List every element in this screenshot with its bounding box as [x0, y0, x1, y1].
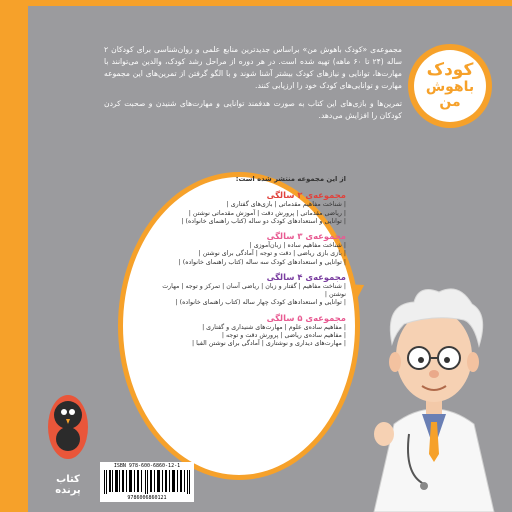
- set-2-years: [146, 191, 346, 226]
- set-item-line: | مفاهیم ساده‌ی ریاضی | پرورش دقت و توجه |: [221, 332, 346, 340]
- intro-text: [104, 44, 402, 128]
- set-title: مجموعه‌ی ۵ سالگی: [266, 312, 346, 323]
- set-item-line: | ریاضی مقدماتی | پرورش دقت | آموزش مقدماتی نوشتن |: [188, 209, 346, 217]
- intro-paragraph-2: تمرین‌ها و بازی‌های این کتاب به صورت هدفمند توانایی و مهارت‌های شنیدن و صحبت کردن کودکان را افزایش می‌دهد.: [104, 99, 402, 120]
- orange-side-band: [0, 0, 28, 512]
- doctor-illustration: [364, 274, 504, 512]
- series-logo-line2: باهوش من: [425, 79, 475, 110]
- series-logo-line1: کودک: [426, 60, 474, 81]
- set-item-line: | بازی بازی ریاضی | دقت و توجه | آمادگی برای نوشتن |: [198, 250, 346, 258]
- set-item-line: | شناخت مفاهیم | گفتار و زبان | ریاضی آسان | تمرکز و توجه | مهارت نوشتن |: [162, 283, 346, 299]
- set-5-years: [146, 314, 346, 349]
- publisher-logo-bird: [44, 367, 90, 467]
- set-item-line: | توانایی و استعدادهای کودک چهار ساله (کتاب راهنمای خانواده) |: [175, 299, 346, 307]
- series-list-lead: از این مجموعه منتشر شده است:: [235, 175, 346, 183]
- set-item-line: | توانایی و استعدادهای کودک سه ساله (کتاب راهنمای خانواده) |: [178, 258, 346, 266]
- series-logo-text: [414, 50, 486, 122]
- set-4-years: [146, 273, 346, 308]
- set-item-line: | مفاهیم ساده‌ی علوم | مهارت‌های شنیداری و گفتاری |: [202, 323, 346, 331]
- set-item-line: | شناخت مفاهیم مقدماتی | بازی‌های گفتاری |: [226, 201, 346, 209]
- set-3-years: [146, 232, 346, 267]
- publisher-name-line2: پرنده: [55, 485, 81, 496]
- set-item-line: | شناخت مفاهیم ساده | زبان‌آموزی |: [249, 242, 346, 250]
- isbn-text: ISBN 978-600-6860-12-1: [113, 463, 181, 469]
- series-logo: [408, 44, 492, 128]
- barcode-number: 9786006860121: [127, 495, 167, 501]
- intro-paragraph-1: مجموعه‌ی «کودک باهوش من» براساس جدیدترین منابع علمی و روان‌شناسی برای کودکان ۲ ساله (۲۴ تا ۶۰ ماهه) تهیه شده است. در هر دوره از مراحل رشد کودک، والدین می‌توانند با مهارت‌ها، توانایی‌ و نیازهای کودک بیشتر آشنا شوند و با الگو گرفتن از تمرین‌های این مجموعه مهارت‌ و توانایی‌های کودک خود را ارزیابی کنند.: [104, 45, 402, 90]
- set-title: مجموعه‌ی ۳ سالگی: [266, 231, 346, 242]
- orange-top-band: [28, 0, 512, 6]
- set-title: مجموعه‌ی ۲ سالگی: [266, 190, 346, 201]
- publisher-name-line1: کتاب: [56, 474, 80, 485]
- set-title: مجموعه‌ی ۴ سالگی: [266, 271, 346, 282]
- barcode-icon: [104, 470, 190, 494]
- publisher-name: [38, 474, 98, 496]
- set-item-line: | توانایی و استعدادهای کودک دو ساله (کتاب راهنمای خانواده) |: [181, 217, 346, 225]
- series-list: [146, 175, 346, 348]
- set-item-line: | مهارت‌های دیداری و نوشتاری | آمادگی برای نوشتن الفبا |: [191, 340, 346, 348]
